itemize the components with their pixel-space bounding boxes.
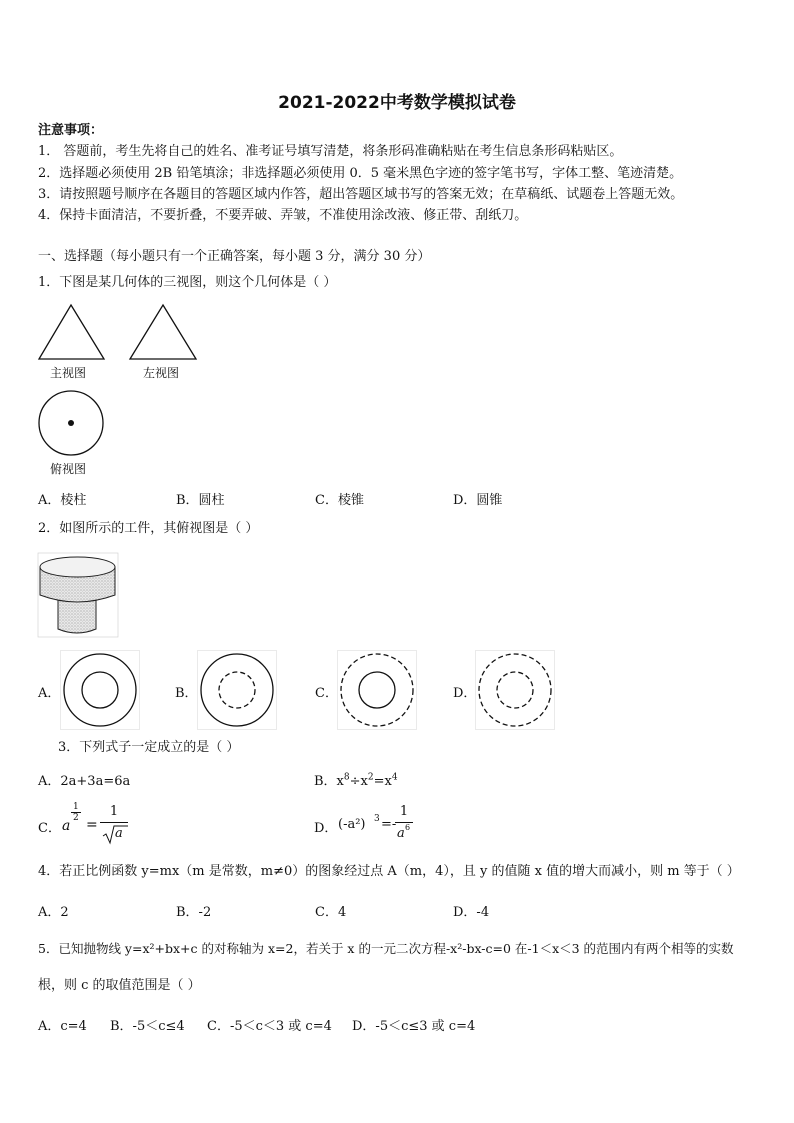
top-view-circle	[37, 389, 107, 459]
question-3-stem: 3．下列式子一定成立的是（ ）	[58, 740, 240, 755]
q2-option-a-figure[interactable]	[60, 650, 140, 730]
notice-item-4: 4．保持卡面清洁，不要折叠，不要弄破、弄皱，不准使用涂改液、修正带、刮纸刀。	[38, 208, 528, 223]
q1-option-b[interactable]: B．圆柱	[176, 493, 225, 508]
front-view-triangle	[38, 303, 108, 363]
q3-option-c-exp-num: 1	[73, 802, 79, 812]
q3-option-b-exp1: 8	[343, 772, 350, 783]
q3-option-b-part3: =x	[373, 774, 392, 789]
q3-option-b-exp3: 4	[391, 772, 398, 783]
q4-option-a[interactable]: A．2	[38, 905, 69, 920]
q3-option-c-fraction-bar	[100, 822, 128, 823]
q3-option-c-den: a	[115, 826, 123, 841]
q3-option-d-den: a	[397, 826, 405, 841]
q1-option-a[interactable]: A．棱柱	[38, 493, 87, 508]
q3-option-d-label[interactable]: D．	[314, 821, 338, 836]
q5-option-d[interactable]: D．-5＜c≤3 或 c=4	[352, 1019, 476, 1034]
q2-option-b-figure[interactable]	[197, 650, 277, 730]
q3-option-c-base: a	[62, 818, 71, 834]
q3-option-c-exponent	[71, 802, 81, 823]
question-5-stem-line1: 5．已知抛物线 y=x²+bx+c 的对称轴为 x=2，若关于 x 的一元二次方程-x²-bx-c=0 在-1＜x＜3 的范围内有两个相等的实数	[38, 941, 734, 956]
q3-option-c-exp-den: 2	[73, 813, 79, 823]
q3-option-c-label[interactable]: C．	[38, 821, 61, 836]
q3-option-b-part2: ÷x	[349, 774, 368, 789]
q3-option-d-eq: =-	[381, 817, 397, 832]
q3-option-b-part1: B．x	[314, 774, 344, 789]
left-view-triangle	[129, 303, 199, 363]
q3-option-d-fraction-bar	[395, 822, 413, 823]
notice-heading: 注意事项：	[38, 123, 104, 138]
q2-option-d-figure[interactable]	[475, 650, 555, 730]
q2-option-c-label[interactable]: C．	[315, 686, 338, 701]
notice-item-1: 1． 答题前，考生先将自己的姓名、准考证号填写清楚，将条形码准确粘贴在考生信息条形码粘贴区。	[38, 144, 623, 159]
q2-option-d-label[interactable]: D．	[453, 686, 477, 701]
q3-option-a[interactable]: A．2a+3a=6a	[38, 774, 131, 789]
question-1-stem: 1．下图是某几何体的三视图，则这个几何体是（ ）	[38, 275, 337, 290]
q2-option-b-label[interactable]: B．	[175, 686, 198, 701]
q4-option-b[interactable]: B．-2	[176, 905, 212, 920]
q3-option-d-den-exp: 6	[405, 823, 411, 832]
notice-item-3: 3．请按照题号顺序在各题目的答题区域内作答，超出答题区域书写的答案无效；在草稿纸、试题卷上答题无效。	[38, 187, 684, 202]
left-view-caption: 左视图	[143, 366, 180, 380]
question-2-stem: 2．如图所示的工件，其俯视图是（ ）	[38, 521, 259, 536]
q3-option-c-num: 1	[109, 804, 119, 819]
top-view-caption: 俯视图	[50, 462, 87, 476]
q2-option-a-label[interactable]: A．	[38, 686, 61, 701]
question-4-stem: 4．若正比例函数 y=mx（m 是常数，m≠0）的图象经过点 A（m，4），且 y 的值随 x 值的增大而减小，则 m 等于（ ）	[38, 864, 740, 879]
front-view-caption: 主视图	[50, 366, 87, 380]
section-heading: 一、选择题（每小题只有一个正确答案，每小题 3 分，满分 30 分）	[38, 249, 431, 264]
q3-option-d-exp: 3	[374, 814, 380, 824]
q3-option-b[interactable]	[314, 770, 398, 789]
q2-option-c-figure[interactable]	[337, 650, 417, 730]
q4-option-c[interactable]: C．4	[315, 905, 347, 920]
q4-option-d[interactable]: D．-4	[453, 905, 490, 920]
q5-option-c[interactable]: C．-5＜c＜3 或 c=4	[207, 1019, 332, 1034]
notice-item-2: 2．选择题必须使用 2B 铅笔填涂；非选择题必须使用 0．5 毫米黑色字迹的签字笔书写，字体工整、笔迹清楚。	[38, 166, 683, 181]
q1-option-d[interactable]: D．圆锥	[453, 493, 503, 508]
q3-option-c-equals: =	[86, 817, 98, 833]
q3-option-d-expr: (-a²)	[338, 817, 366, 832]
question-5-stem-line2: 根，则 c 的取值范围是（ ）	[38, 978, 201, 993]
q5-option-b[interactable]: B．-5＜c≤4	[110, 1019, 185, 1034]
q3-option-d-num: 1	[399, 804, 409, 819]
q3-option-b-exp2: 2	[367, 772, 374, 783]
q5-option-a[interactable]: A．c=4	[38, 1019, 87, 1034]
workpiece-figure	[38, 553, 118, 637]
page-title: 2021-2022中考数学模拟试卷	[278, 93, 516, 113]
q1-option-c[interactable]: C．棱锥	[315, 493, 364, 508]
